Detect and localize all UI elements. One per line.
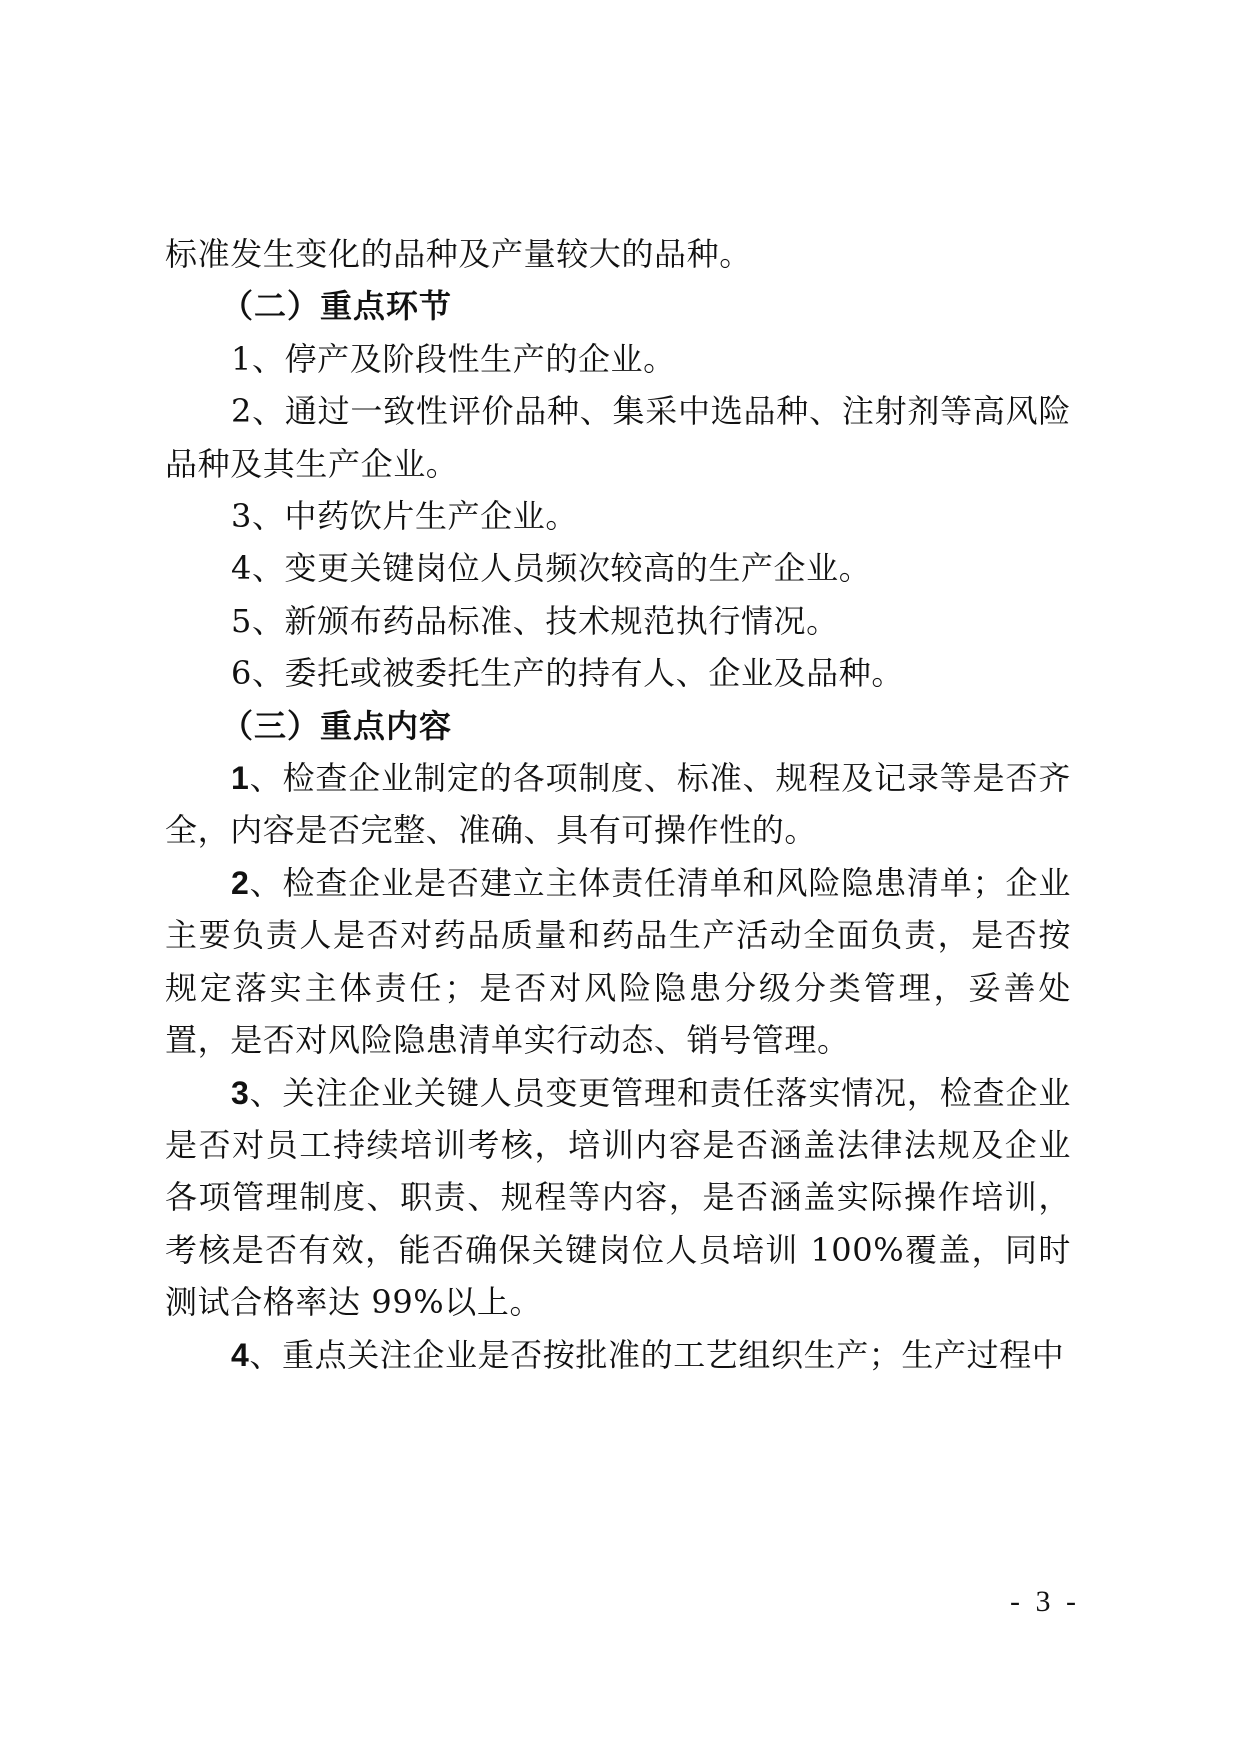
item-text: 、重点关注企业是否按批准的工艺组织生产；生产过程中	[249, 1335, 1065, 1374]
item-text: 、关注企业关键人员变更管理和责任落实情况，检查企业是否对员工持续培训考核，培训内容是否涵盖法律法规及企业各项管理制度、职责、规程等内容，是否涵盖实际操作培训，考核是否有效，能否确保关键岗位人员培训 100%覆盖，同时测试合格率达 99%以上。	[165, 1073, 1071, 1322]
list-item: 3、中药饮片生产企业。	[231, 497, 578, 536]
section-heading-key-links: （二）重点环节	[221, 287, 453, 326]
list-item: 5、新颁布药品标准、技术规范执行情况。	[231, 601, 839, 640]
paragraph-continuation: 标准发生变化的品种及产量较大的品种。	[165, 235, 752, 273]
item-number: 4	[231, 1336, 250, 1373]
document-body	[165, 228, 1071, 1381]
list-item	[165, 752, 1071, 857]
page-number: - 3 -	[1010, 1585, 1080, 1618]
item-number: 1	[231, 760, 250, 797]
item-text: 、检查企业制定的各项制度、标准、规程及记录等是否齐全，内容是否完整、准确、具有可操作性的。	[165, 759, 1071, 850]
list-item: 1、停产及阶段性生产的企业。	[231, 339, 676, 378]
item-number: 3	[231, 1074, 250, 1111]
list-item: 4、变更关键岗位人员频次较高的生产企业。	[231, 549, 872, 588]
section-heading-key-content: （三）重点内容	[221, 706, 453, 745]
list-item: 6、委托或被委托生产的持有人、企业及品种。	[231, 654, 904, 693]
list-item	[165, 857, 1071, 1067]
list-item: 2、通过一致性评价品种、集采中选品种、注射剂等高风险品种及其生产企业。	[165, 392, 1071, 483]
list-item	[165, 1067, 1071, 1329]
item-number: 2	[231, 864, 250, 901]
list-item	[165, 1329, 1071, 1381]
item-text: 、检查企业是否建立主体责任清单和风险隐患清单；企业主要负责人是否对药品质量和药品生产活动全面负责，是否按规定落实主体责任；是否对风险隐患分级分类管理，妥善处置，是否对风险隐患清单实行动态、销号管理。	[165, 863, 1071, 1060]
